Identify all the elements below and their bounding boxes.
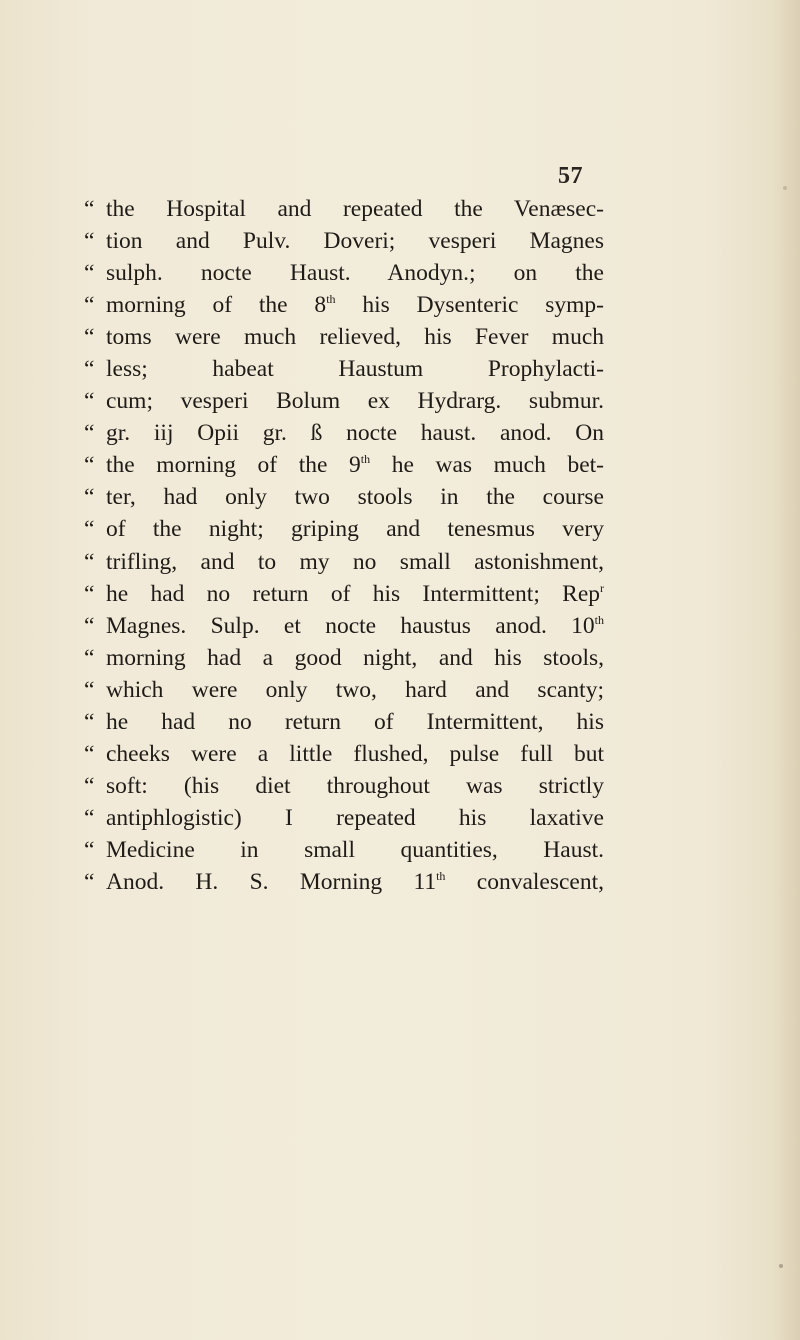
- opening-quote-mark: “: [84, 516, 95, 543]
- opening-quote-mark: “: [84, 548, 95, 575]
- line-text-continuation: convalescent,: [445, 868, 604, 895]
- opening-quote-mark: “: [84, 676, 95, 703]
- line-text: [106, 642, 604, 674]
- text-line: [84, 866, 604, 898]
- line-text-main: which were only two, hard and scanty;: [106, 676, 604, 703]
- opening-quote-mark: “: [84, 804, 95, 831]
- ordinal-superscript: th: [594, 612, 604, 627]
- opening-quote-mark: “: [84, 836, 95, 863]
- text-line: [84, 353, 604, 385]
- text-line: [84, 513, 604, 545]
- line-text-main: sulph. nocte Haust. Anodyn.; on the: [106, 260, 604, 287]
- opening-quote-mark: “: [84, 196, 95, 222]
- opening-quote-mark: “: [84, 580, 95, 607]
- line-text-main: of the night; griping and tenesmus very: [106, 516, 604, 543]
- text-line: [84, 738, 604, 770]
- ordinal-superscript: th: [360, 452, 371, 467]
- text-line: [84, 770, 604, 802]
- opening-quote-mark: “: [84, 292, 95, 319]
- line-text: [106, 802, 604, 834]
- line-text: [106, 321, 604, 353]
- opening-quote-mark: “: [84, 452, 95, 479]
- line-text: [106, 866, 604, 898]
- line-text: [106, 578, 604, 610]
- opening-quote-mark: “: [84, 868, 95, 895]
- text-line: [84, 578, 604, 610]
- line-text-main: morning of the 8: [106, 292, 327, 319]
- page-number: 57: [558, 163, 583, 189]
- opening-quote-mark: “: [84, 324, 95, 351]
- line-text-main: tion and Pulv. Doveri; vesperi Magnes: [106, 228, 604, 255]
- line-text: [106, 481, 604, 513]
- opening-quote-mark: “: [84, 644, 95, 671]
- line-text-main: toms were much relieved, his Fever much: [106, 324, 604, 351]
- line-text: [106, 610, 604, 642]
- line-text-main: less; habeat Haustum Prophylacti-: [106, 356, 604, 383]
- opening-quote-mark: “: [84, 388, 95, 415]
- ordinal-superscript: r: [600, 580, 604, 595]
- text-line: [84, 706, 604, 738]
- text-line: [84, 449, 604, 481]
- text-line: [84, 642, 604, 674]
- page-edge-shadow: [772, 0, 800, 1340]
- line-text-main: the Hospital and repeated the Venæsec-: [106, 196, 604, 222]
- text-line: [84, 385, 604, 417]
- line-text: [106, 513, 604, 545]
- line-text: [106, 193, 604, 225]
- line-text-main: Magnes. Sulp. et nocte haustus anod. 10: [106, 612, 595, 639]
- opening-quote-mark: “: [84, 260, 95, 287]
- line-text-continuation: he was much bet-: [370, 452, 604, 479]
- text-line: [84, 257, 604, 289]
- opening-quote-mark: “: [84, 420, 95, 447]
- ink-speck: [779, 1264, 783, 1268]
- ordinal-superscript: th: [436, 869, 446, 884]
- line-text-main: gr. iij Opii gr. ß nocte haust. anod. On: [106, 420, 604, 447]
- line-text: [106, 417, 604, 449]
- opening-quote-mark: “: [84, 772, 95, 799]
- line-text-continuation: his Dysenteric symp-: [335, 292, 604, 319]
- line-text-main: Medicine in small quantities, Haust.: [106, 836, 604, 863]
- line-text: [106, 706, 604, 738]
- text-line: [84, 481, 604, 513]
- text-line: [84, 321, 604, 353]
- line-text: [106, 738, 604, 770]
- text-line: [84, 802, 604, 834]
- line-text: [106, 546, 604, 578]
- opening-quote-mark: “: [84, 484, 95, 511]
- text-line: [84, 834, 604, 866]
- line-text-main: he had no return of his Intermittent; Rep: [106, 580, 600, 607]
- text-line: [84, 225, 604, 257]
- line-text-main: soft: (his diet throughout was strictly: [106, 772, 604, 799]
- line-text: [106, 449, 604, 481]
- ordinal-superscript: th: [326, 292, 336, 307]
- line-text: [106, 225, 604, 257]
- opening-quote-mark: “: [84, 612, 95, 639]
- text-line: [84, 674, 604, 706]
- line-text-main: ter, had only two stools in the course: [106, 484, 604, 511]
- line-text-main: he had no return of Intermittent, his: [106, 708, 604, 735]
- text-line: [84, 546, 604, 578]
- line-text-main: cheeks were a little flushed, pulse full but: [106, 740, 604, 767]
- line-text: [106, 353, 604, 385]
- line-text-main: Anod. H. S. Morning 11: [106, 868, 437, 895]
- line-text-main: the morning of the 9: [106, 452, 361, 479]
- line-text: [106, 834, 604, 866]
- body-text: [84, 193, 604, 898]
- opening-quote-mark: “: [84, 740, 95, 767]
- text-line: [84, 417, 604, 449]
- line-text: [106, 770, 604, 802]
- text-line: [84, 610, 604, 642]
- line-text: [106, 289, 604, 321]
- line-text-main: trifling, and to my no small astonishment,: [106, 548, 604, 575]
- text-line: [84, 193, 604, 225]
- line-text-main: morning had a good night, and his stools,: [106, 644, 604, 671]
- opening-quote-mark: “: [84, 708, 95, 735]
- opening-quote-mark: “: [84, 356, 95, 383]
- ink-speck: [783, 186, 787, 190]
- text-line: [84, 289, 604, 321]
- line-text: [106, 385, 604, 417]
- line-text-main: cum; vesperi Bolum ex Hydrarg. submur.: [106, 388, 604, 415]
- line-text: [106, 257, 604, 289]
- line-text: [106, 674, 604, 706]
- line-text-main: antiphlogistic) I repeated his laxative: [106, 804, 604, 831]
- opening-quote-mark: “: [84, 228, 95, 255]
